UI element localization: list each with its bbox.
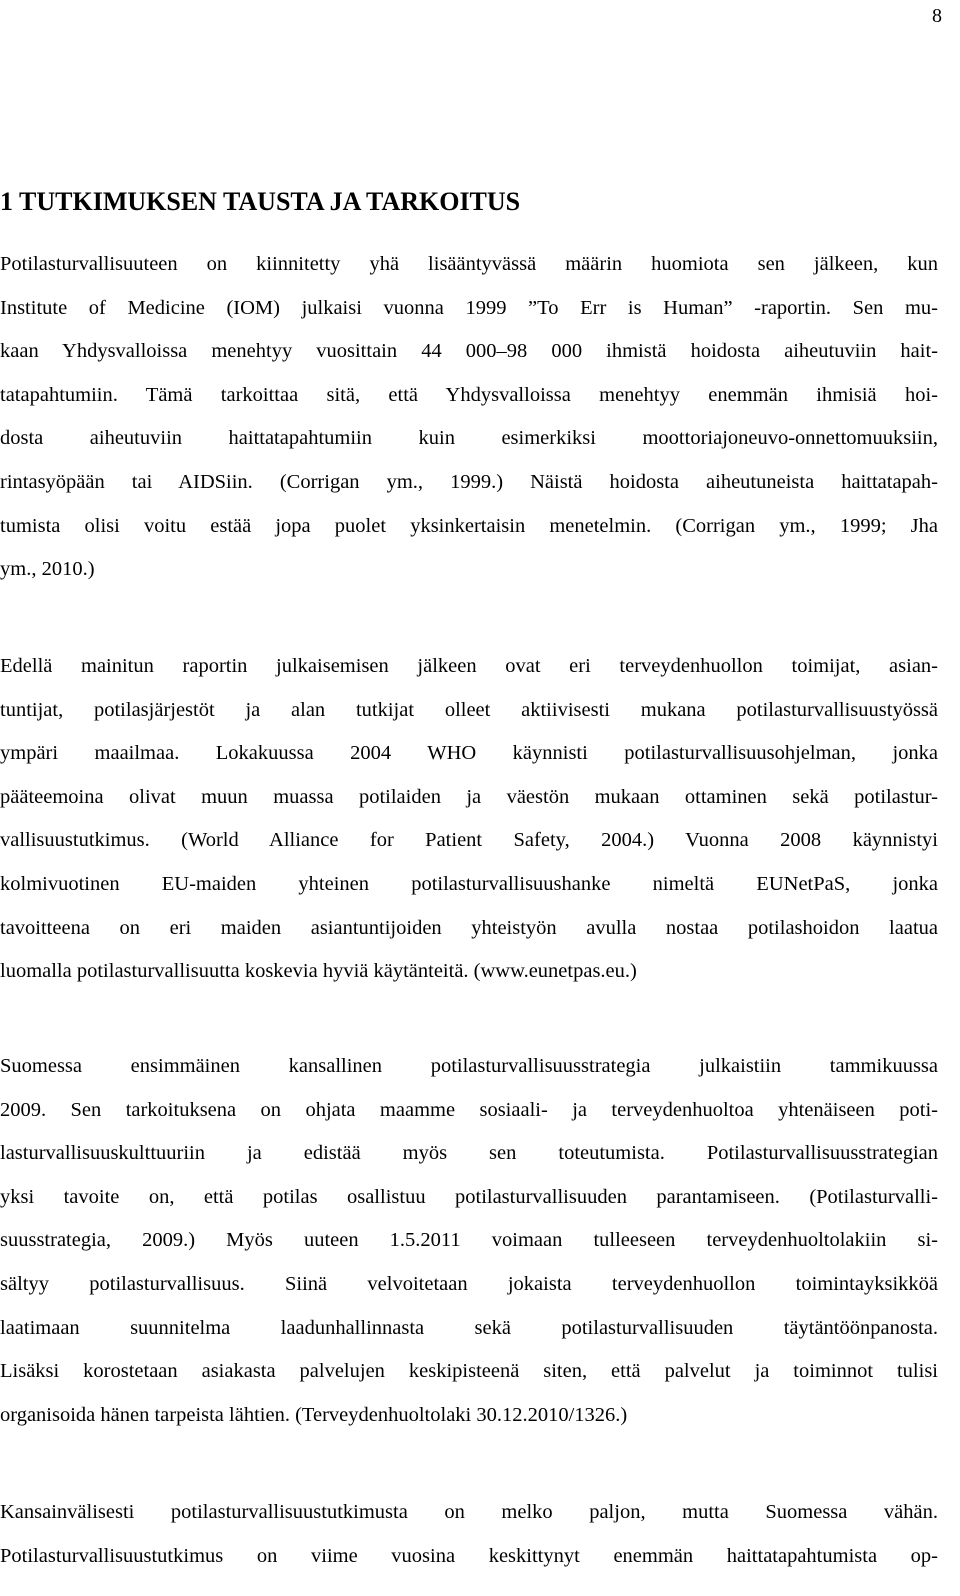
- paragraph-line: Edellä mainitun raportin julkaisemisen jälkeen ovat eri terveydenhuollon toimijat, asian-: [0, 655, 938, 677]
- paragraph-line: pääteemoina olivat muun muassa potilaiden ja väestön mukaan ottaminen sekä potilastur-: [0, 785, 938, 808]
- paragraph-line: organisoida hänen tarpeista lähtien. (Terveydenhuoltolaki 30.12.2010/1326.): [0, 1403, 628, 1426]
- paragraph-1: [0, 243, 938, 592]
- paragraph-line: Lisäksi korostetaan asiakasta palvelujen keskipisteenä siten, että palvelut ja toiminnot tulisi: [0, 1360, 938, 1383]
- paragraph-line: suusstrategia, 2009.) Myös uuteen 1.5.2011 voimaan tulleeseen terveydenhuoltolakiin si-: [0, 1229, 938, 1252]
- paragraph-line: dosta aiheutuviin haittatapahtumiin kuin esimerkiksi moottoriajoneuvo-onnettomuuksiin,: [0, 427, 938, 450]
- paragraph-line: kolmivuotinen EU-maiden yhteinen potilasturvallisuushanke nimeltä EUNetPaS, jonka: [0, 872, 938, 895]
- paragraph-line: lasturvallisuuskulttuuriin ja edistää myös sen toteutumista. Potilasturvallisuusstrategian: [0, 1142, 938, 1165]
- paragraph-line: ympäri maailmaa. Lokakuussa 2004 WHO käynnisti potilasturvallisuusohjelman, jonka: [0, 742, 938, 765]
- paragraph-line: Suomessa ensimmäinen kansallinen potilasturvallisuusstrategia julkaistiin tammikuussa: [0, 1055, 938, 1077]
- paragraph-line: ym., 2010.): [0, 558, 95, 581]
- paragraph-line: Potilasturvallisuustutkimus on viime vuosina keskittynyt enemmän haittatapahtumista op-: [0, 1544, 938, 1567]
- paragraph-line: kaan Yhdysvalloissa menehtyy vuosittain 44 000–98 000 ihmistä hoidosta aiheutuviin hait-: [0, 340, 938, 363]
- paragraph-line: tatapahtumiin. Tämä tarkoittaa sitä, että Yhdysvalloissa menehtyy enemmän ihmisiä hoi-: [0, 383, 938, 406]
- page-number: 8: [932, 5, 942, 27]
- paragraph-line: rintasyöpään tai AIDSiin. (Corrigan ym., 1999.) Näistä hoidosta aiheutuneista haittatapah-: [0, 470, 938, 493]
- paragraph-line: 2009. Sen tarkoituksena on ohjata maamme sosiaali- ja terveydenhuoltoa yhtenäiseen poti-: [0, 1098, 938, 1121]
- paragraph-4: [0, 1491, 938, 1578]
- paragraph-line: laatimaan suunnitelma laadunhallinnasta sekä potilasturvallisuuden täytäntöönpanosta.: [0, 1316, 938, 1339]
- chapter-heading: 1 TUTKIMUKSEN TAUSTA JA TARKOITUS: [0, 187, 521, 216]
- paragraph-line: tavoitteena on eri maiden asiantuntijoiden yhteistyön avulla nostaa potilashoidon laatua: [0, 916, 938, 939]
- paragraph-2: [0, 645, 938, 994]
- paragraph-line: yksi tavoite on, että potilas osallistuu potilasturvallisuuden parantamiseen. (Potilasturvalli-: [0, 1185, 938, 1208]
- paragraph-line: Potilasturvallisuuteen on kiinnitetty yhä lisääntyvässä määrin huomiota sen jälkeen, kun: [0, 253, 938, 275]
- paragraph-line: tuntijat, potilasjärjestöt ja alan tutkijat olleet aktiivisesti mukana potilasturvallisuustyössä: [0, 698, 938, 721]
- paragraph-line: Kansainvälisesti potilasturvallisuustutkimusta on melko paljon, mutta Suomessa vähän.: [0, 1501, 938, 1523]
- paragraph-line: luomalla potilasturvallisuutta koskevia hyviä käytänteitä. (www.eunetpas.eu.): [0, 960, 637, 983]
- paragraph-3: [0, 1045, 938, 1437]
- paragraph-line: Institute of Medicine (IOM) julkaisi vuonna 1999 ”To Err is Human” -raportin. Sen mu-: [0, 296, 938, 319]
- paragraph-line: tumista olisi voitu estää jopa puolet yksinkertaisin menetelmin. (Corrigan ym., 1999; Jha: [0, 514, 938, 537]
- paragraph-line: vallisuustutkimus. (World Alliance for Patient Safety, 2004.) Vuonna 2008 käynnistyi: [0, 829, 938, 852]
- paragraph-line: sältyy potilasturvallisuus. Siinä velvoitetaan jokaista terveydenhuollon toimintayksikköä: [0, 1272, 938, 1295]
